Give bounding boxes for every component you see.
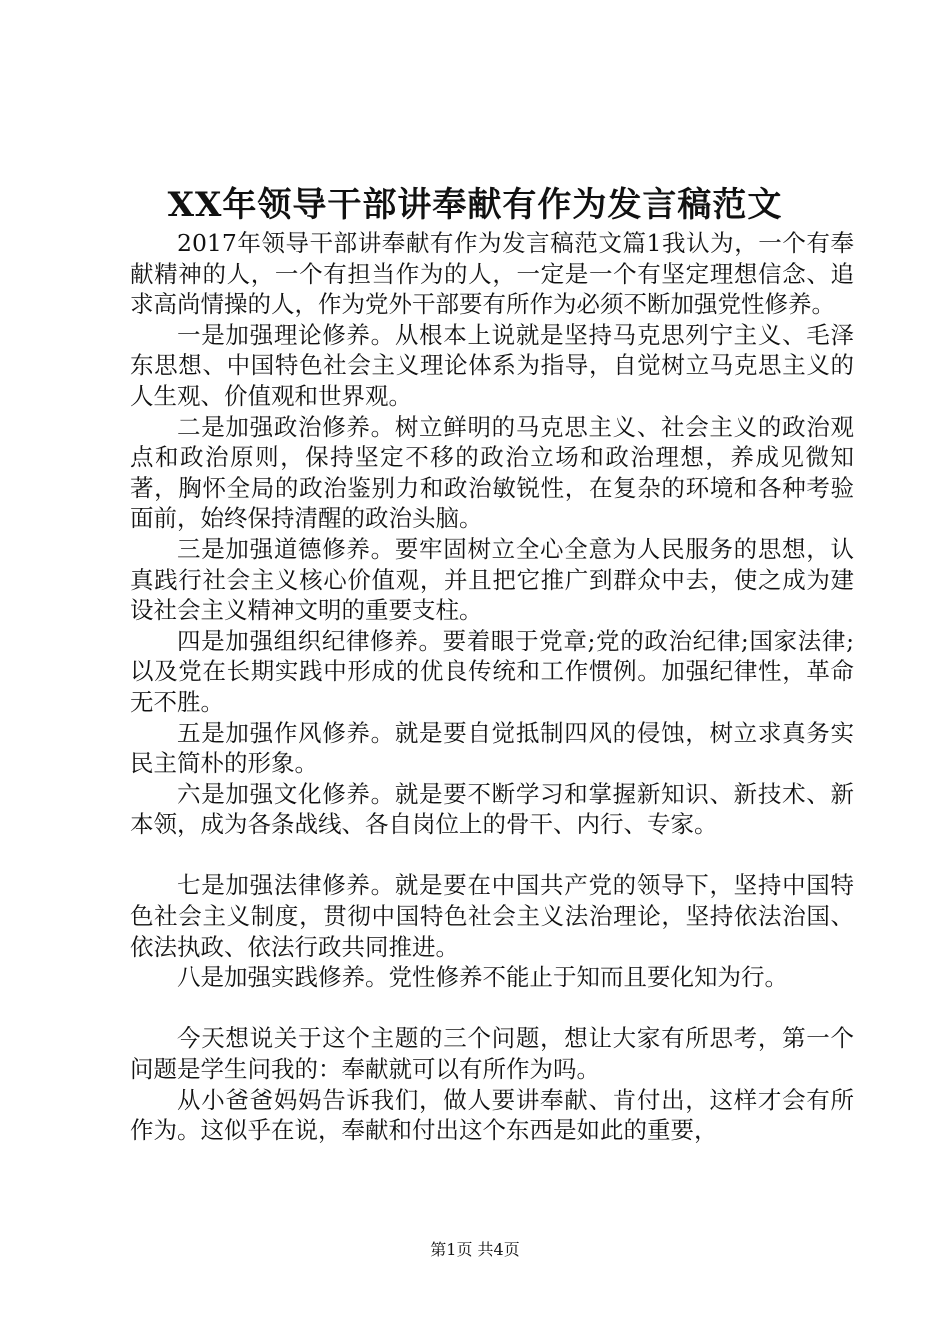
document-body [130,228,854,1146]
paragraph-morality: 三是加强道德修养。要牢固树立全心全意为人民服务的思想，认真践行社会主义核心价值观，并且把它推广到群众中去，使之成为建设社会主义精神文明的重要支柱。 [130,534,854,625]
paragraph-intro: 2017年领导干部讲奉献有作为发言稿范文篇1我认为，一个有奉献精神的人，一个有担当作为的人，一定是一个有坚定理想信念、追求高尚情操的人，作为党外干部要有所作为必须不断加强党性修养。 [130,229,854,319]
page-number-footer: 第1页 共4页 [430,1240,520,1259]
paragraph-politics: 二是加强政治修养。树立鲜明的马克思主义、社会主义的政治观点和政治原则，保持坚定不移的政治立场和政治理想，养成见微知著，胸怀全局的政治鉴别力和政治敏锐性，在复杂的环境和各种考验面前，始终保持清醒的政治头脑。 [130,412,854,533]
paragraph-style: 五是加强作风修养。就是要自觉抵制四风的侵蚀，树立求真务实民主简朴的形象。 [130,718,854,778]
paragraph-law: 七是加强法律修养。就是要在中国共产党的领导下，坚持中国特色社会主义制度，贯彻中国特色社会主义法治理论，坚持依法治国、依法执政、依法行政共同推进。 [130,871,854,961]
document-title: XX年领导干部讲奉献有作为发言稿范文 [167,185,783,225]
paragraph-question: 今天想说关于这个主题的三个问题，想让大家有所思考，第一个问题是学生问我的：奉献就可以有所作为吗。 [130,1024,854,1084]
paragraph-childhood: 从小爸爸妈妈告诉我们，做人要讲奉献、肯付出，这样才会有所作为。这似乎在说，奉献和付出这个东西是如此的重要， [130,1085,854,1145]
paragraph-practice: 八是加强实践修养。党性修养不能止于知而且要化知为行。 [177,963,788,992]
paragraph-culture: 六是加强文化修养。就是要不断学习和掌握新知识、新技术、新本领，成为各条战线、各自岗位上的骨干、内行、专家。 [130,779,854,839]
paragraph-discipline: 四是加强组织纪律修养。要着眼于党章;党的政治纪律;国家法律;以及党在长期实践中形成的优良传统和工作惯例。加强纪律性，革命无不胜。 [130,626,854,716]
paragraph-theory: 一是加强理论修养。从根本上说就是坚持马克思列宁主义、毛泽东思想、中国特色社会主义理论体系为指导，自觉树立马克思主义的人生观、价值观和世界观。 [130,320,854,410]
